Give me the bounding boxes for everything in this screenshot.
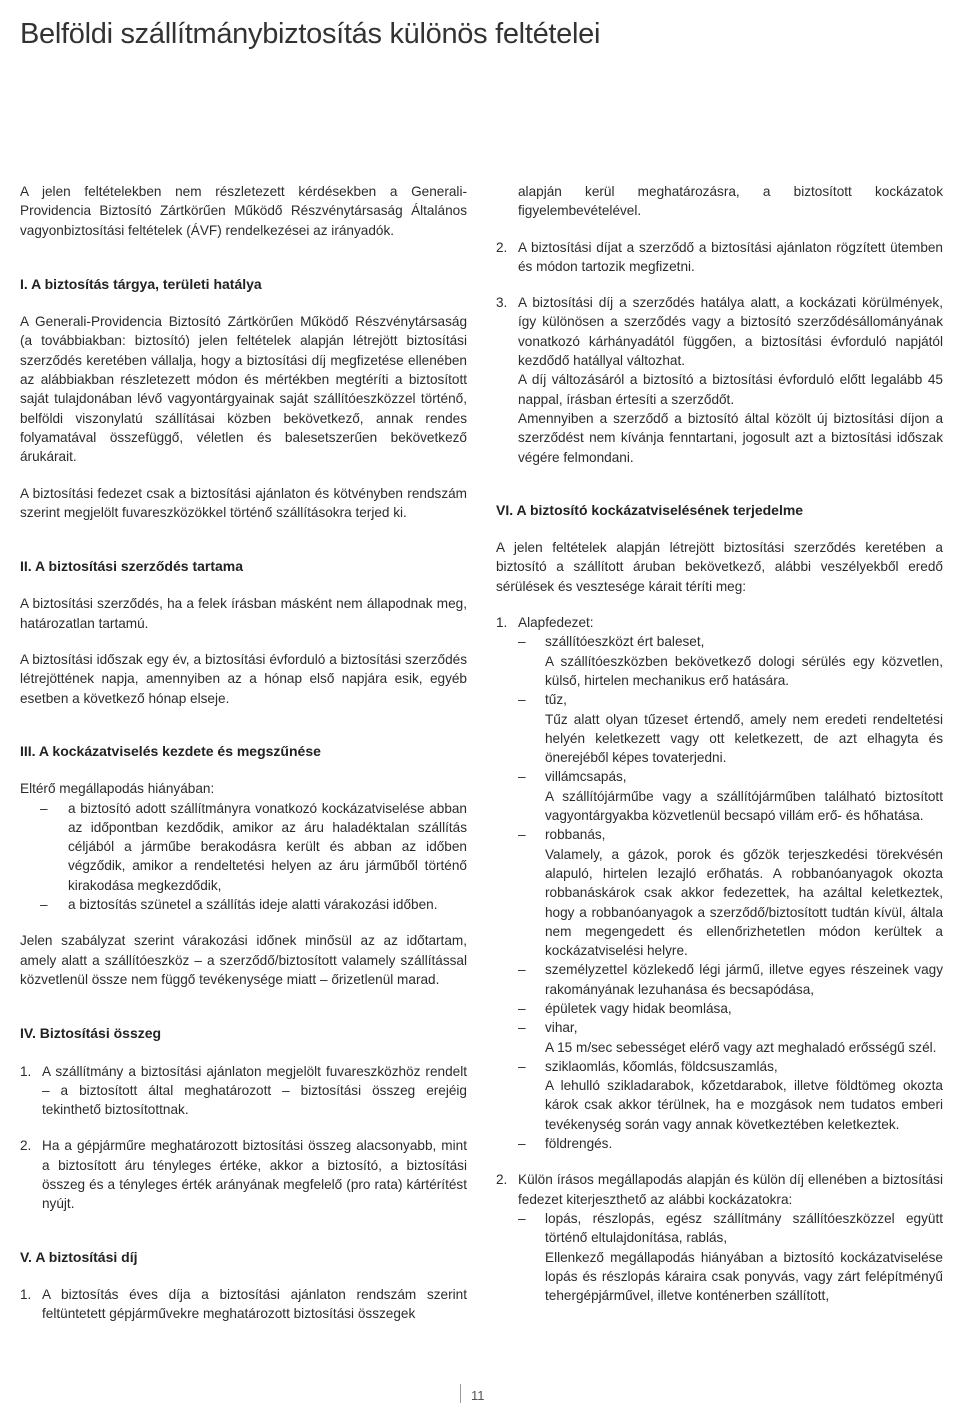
page-number: 11 xyxy=(471,1388,485,1403)
section-3-heading: III. A kockázatviselés kezdete és megszűnése xyxy=(20,742,321,759)
continued-paragraph: alapján kerül meghatározásra, a biztosított kockázatok figyelembevételével. xyxy=(518,184,943,219)
list-item-description: A szállítójárműbe vagy a szállítójárműben található biztosított vagyontárgyakba közvetlenül becsapó villám erő- és hőhatása. xyxy=(545,788,943,824)
list-item: – épületek vagy hidak beomlása, xyxy=(518,1000,732,1016)
list-item: 2. Ha a gépjárműre meghatározott biztosítási összeg alacsonyabb, mint a biztosított áru tényleges értéke, akkor a biztosító, a biztosítási összeg és a tényleges érték arányának megfelelő (pro rata) kártérítést nyújt. xyxy=(20,1138,467,1212)
list-item: 2. Külön írásos megállapodás alapján és külön díj ellenében a biztosítási fedezet kiterjeszthető az alábbi kockázatokra: xyxy=(496,1172,943,1207)
list-item: 2. A biztosítási díjat a szerződő a biztosítási ajánlaton rögzített ütemben és módon tartozik megfizetni. xyxy=(496,239,943,274)
section-2-paragraph: A biztosítási szerződés, ha a felek írásban másként nem állapodnak meg, határozatlan tartamú. xyxy=(20,596,467,631)
list-item: 1. A biztosítás éves díja a biztosítási ajánlaton rendszám szerint feltüntetett gépjárművekre meghatározott biztosítási összegek xyxy=(20,1286,467,1322)
section-4-heading: IV. Biztosítási összeg xyxy=(20,1025,162,1042)
intro-paragraph: A jelen feltételekben nem részletezett kérdésekben a Generali-Providencia Biztosító Zártkörűen Működő Részvénytársaság Általános vagyonbiztosítási feltételek (ÁVF) rendelkezései az irányadók. xyxy=(20,184,467,238)
list-item-description: Valamely, a gázok, porok és gőzök terjeszkedési törekvésén alapuló, hirtelen lezajló erőhatás. A robbanóanyagok okozta robbanáskárok csak akkor fedezettek, ha azáltal keletkeztek, hogy a robbanóanyagok a szerződő/biztosított tudtán kívül, általa nem megengedett és ellenőrizhetetlen módon kerültek a kockázatviselési helyre. xyxy=(545,846,943,959)
section-3-lead: Eltérő megállapodás hiányában: xyxy=(20,781,215,797)
list-item: – vihar, xyxy=(518,1020,578,1036)
list-item: – földrengés. xyxy=(518,1136,613,1152)
extended-coverage-list xyxy=(496,1209,943,1305)
section-1-paragraph: A biztosítási fedezet csak a biztosítási ajánlaton és kötvényben rendszám szerint megjelölt fuvareszközökkel történő szállításokra terjed ki. xyxy=(20,485,467,520)
list-item-paragraph: Amennyiben a szerződő a biztosító által közölt új biztosítási díjon a szerződést nem kívánja fenntartani, jogosult azt a biztosítási időszak végére felmondani. xyxy=(518,410,943,465)
list-item-description: A szállítóeszközben bekövetkező dologi sérülés egy közvetlen, külső, hirtelen mechanikus erő hatására. xyxy=(545,653,943,688)
list-item-description: Tűz alatt olyan tűzeset értendő, amely nem eredeti rendeltetési helyén keletkezett vagy ott keletkezett, de azt elhagyta és önerejéből képes tovaterjedni. xyxy=(545,711,943,766)
section-6-paragraph: A jelen feltételek alapján létrejött biztosítási szerződés keretében a biztosító a szállított áruban bekövetkező, alábbi veszélyekből eredő sérülések és vesztesége kárait téríti meg: xyxy=(496,540,943,594)
right-column xyxy=(496,182,943,1305)
list-item-paragraph: A díj változásáról a biztosító a biztosítási évforduló előtt legalább 45 nappal, írásban értesíti a szerződőt. xyxy=(518,372,943,407)
list-item: – a biztosító adott szállítmányra vonatkozó kockázatviselése abban az időpontban kezdődik, amikor az áru haladéktalan szállítás céljából a járműbe berakodásra került és abban az időben végződik, amikor a rendeltetési helyen az áru járműből történő kirakodása megkezdődik, xyxy=(40,800,467,893)
list-item: – a biztosítás szünetel a szállítás ideje alatti várakozási időben. xyxy=(40,897,438,913)
list-item: 1. Alapfedezet: xyxy=(496,615,594,631)
left-column xyxy=(20,182,467,1323)
section-1-heading: I. A biztosítás tárgya, területi hatálya xyxy=(20,275,262,292)
list-item: – szállítóeszközt ért baleset, xyxy=(518,634,705,650)
section-5-heading: V. A biztosítási díj xyxy=(20,1248,138,1265)
list-item: 3. A biztosítási díj a szerződés hatálya alatt, a kockázati körülmények, így különösen a szerződés vagy a biztosító szerződésállományának vonatkozó kárhányadától függően, a biztosítási évforduló napjától kezdődő hatállyal változhat. xyxy=(496,295,943,369)
section-1-paragraph: A Generali-Providencia Biztosító Zártkörűen Működő Részvénytársaság (a továbbiakban: biztosító) jelen feltételek alapján létrejött biztosítási szerződés keretében vállalja, hogy a biztosítási díj megfizetése ellenében az alábbiakban részletezett módon és mértékben megtéríti a biztosított saját tulajdonában lévő vagyontárgyainak saját szállítóeszközzel történő, belföldi viszonylatú szállításai közben bekövetkező, annak rendes folyamatával összefüggő, véletlen és balesetszerűen bekövetkező árukárait. xyxy=(20,314,467,465)
section-2-paragraph: A biztosítási időszak egy év, a biztosítási évforduló a biztosítási szerződés létrejöttének napja, amennyiben az a hónap első napjára esik, egyéb esetben a következő hónap elseje. xyxy=(20,652,467,706)
list-item: – robbanás, xyxy=(518,827,606,843)
section-6-heading: VI. A biztosító kockázatviselésének terjedelme xyxy=(496,501,804,518)
list-item: – sziklaomlás, kőomlás, földcsuszamlás, xyxy=(518,1058,778,1074)
list-item: – tűz, xyxy=(518,692,567,708)
coverage-list xyxy=(496,632,943,1153)
document-title: Belföldi szállítmánybiztosítás különös feltételei xyxy=(20,18,601,50)
page-number-rule xyxy=(460,1384,461,1403)
list-item: – személyzettel közlekedő légi jármű, illetve egyes részeinek vagy rakományának lezuhanása és becsapódása, xyxy=(518,962,943,997)
list-item-description: A 15 m/sec sebességet elérő vagy azt meghaladó erősségű szél. xyxy=(545,1039,937,1055)
section-2-heading: II. A biztosítási szerződés tartama xyxy=(20,558,244,575)
list-item: – villámcsapás, xyxy=(518,769,627,785)
list-item-description: Ellenkező megállapodás hiányában a biztosító kockázatviselése lopás és részlopás káraira csak ponyvás, vagy zárt felépítményű tehergépjárművel, illetve konténerben szállított, xyxy=(545,1249,943,1304)
list-item-description: A lehulló szikladarabok, kőzetdarabok, illetve földtömeg okozta károk csak akkor térülnek, ha e mozgások nem tudatos emberi tevékenység során vagy annak következtében keletkeztek. xyxy=(545,1078,943,1132)
list-item: 1. A szállítmány a biztosítási ajánlaton megjelölt fuvareszközhöz rendelt – a biztosított által meghatározott – biztosítási összeg erejéig tekinthető biztosítottnak. xyxy=(20,1063,467,1118)
section-3-paragraph: Jelen szabályzat szerint várakozási időnek minősül az az időtartam, amely alatt a szállítóeszköz – a szerződő/biztosított valamely szállítással közvetlenül össze nem függő tevékenysége miatt – őrizetlenül marad. xyxy=(20,933,467,987)
list-item: – lopás, részlopás, egész szállítmány szállítóeszközzel együtt történő eltulajdonítása, rablás, xyxy=(518,1210,943,1246)
